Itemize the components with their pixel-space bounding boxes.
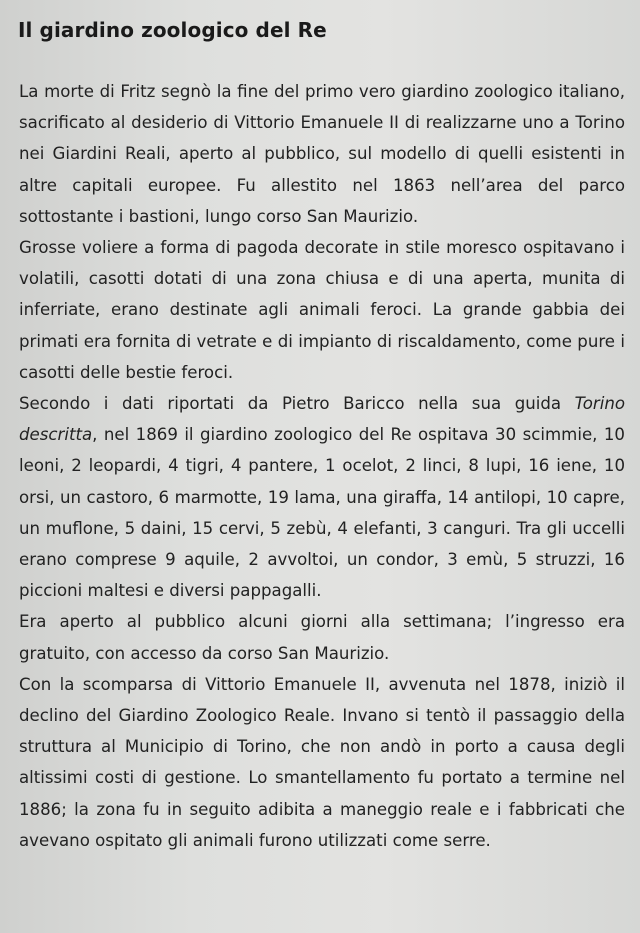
body-text bbox=[19, 76, 625, 856]
info-panel bbox=[18, 18, 630, 42]
paragraph-3-before: Secondo i dati riportati da Pietro Baricco nella sua guida bbox=[19, 394, 575, 414]
paragraph-3-after: , nel 1869 il giardino zoologico del Re ospitava 30 scimmie, 10 leoni, 2 leopardi, 4 tigri, 4 pantere, 1 ocelot, 2 linci, 8 lupi, 16 iene, 10 orsi, un castoro, 6 marmotte, 19 lama, una giraffa, 14 antilopi, 10 capre, un muflone, 5 daini, 15 cervi, 5 zebù, 4 elefanti, 3 canguri. Tra gli uccelli erano comprese 9 aquile, 2 avvoltoi, un condor, 3 emù, 5 struzzi, 16 piccioni maltesi e diversi pappagalli. bbox=[19, 425, 625, 601]
paragraph-1: La morte di Fritz segnò la fine del primo vero giardino zoologico italiano, sacrificato al desiderio di Vittorio Emanuele II di realizzarne uno a Torino nei Giardini Reali, aperto al pubblico, sul modello di quelli esistenti in altre capitali europee. Fu allestito nel 1863 nell’area del parco sottostante i bastioni, lungo corso San Maurizio. bbox=[19, 82, 625, 226]
paragraph-5: Con la scomparsa di Vittorio Emanuele II, avvenuta nel 1878, iniziò il declino del Giardino Zoologico Reale. Invano si tentò il passaggio della struttura al Municipio di Torino, che non andò in porto a causa degli altissimi costi di gestione. Lo smantellamento fu portato a termine nel 1886; la zona fu in seguito adibita a maneggio reale e i fabbricati che avevano ospitato gli animali furono utilizzati come serre. bbox=[19, 674, 625, 850]
book-title: Torino descritta bbox=[19, 394, 625, 445]
paragraph-4: Era aperto al pubblico alcuni giorni alla settimana; l’ingresso era gratuito, con accesso da corso San Maurizio. bbox=[19, 612, 625, 663]
paragraph-2: Grosse voliere a forma di pagoda decorate in stile moresco ospitavano i volatili, casotti dotati di una zona chiusa e di una aperta, munita di inferriate, erano destinate agli animali feroci. La grande gabbia dei primati era fornita di vetrate e di impianto di riscaldamento, come pure i casotti delle bestie feroci. bbox=[19, 238, 625, 382]
paragraph-3 bbox=[19, 388, 625, 606]
page-title: Il giardino zoologico del Re bbox=[18, 18, 327, 42]
